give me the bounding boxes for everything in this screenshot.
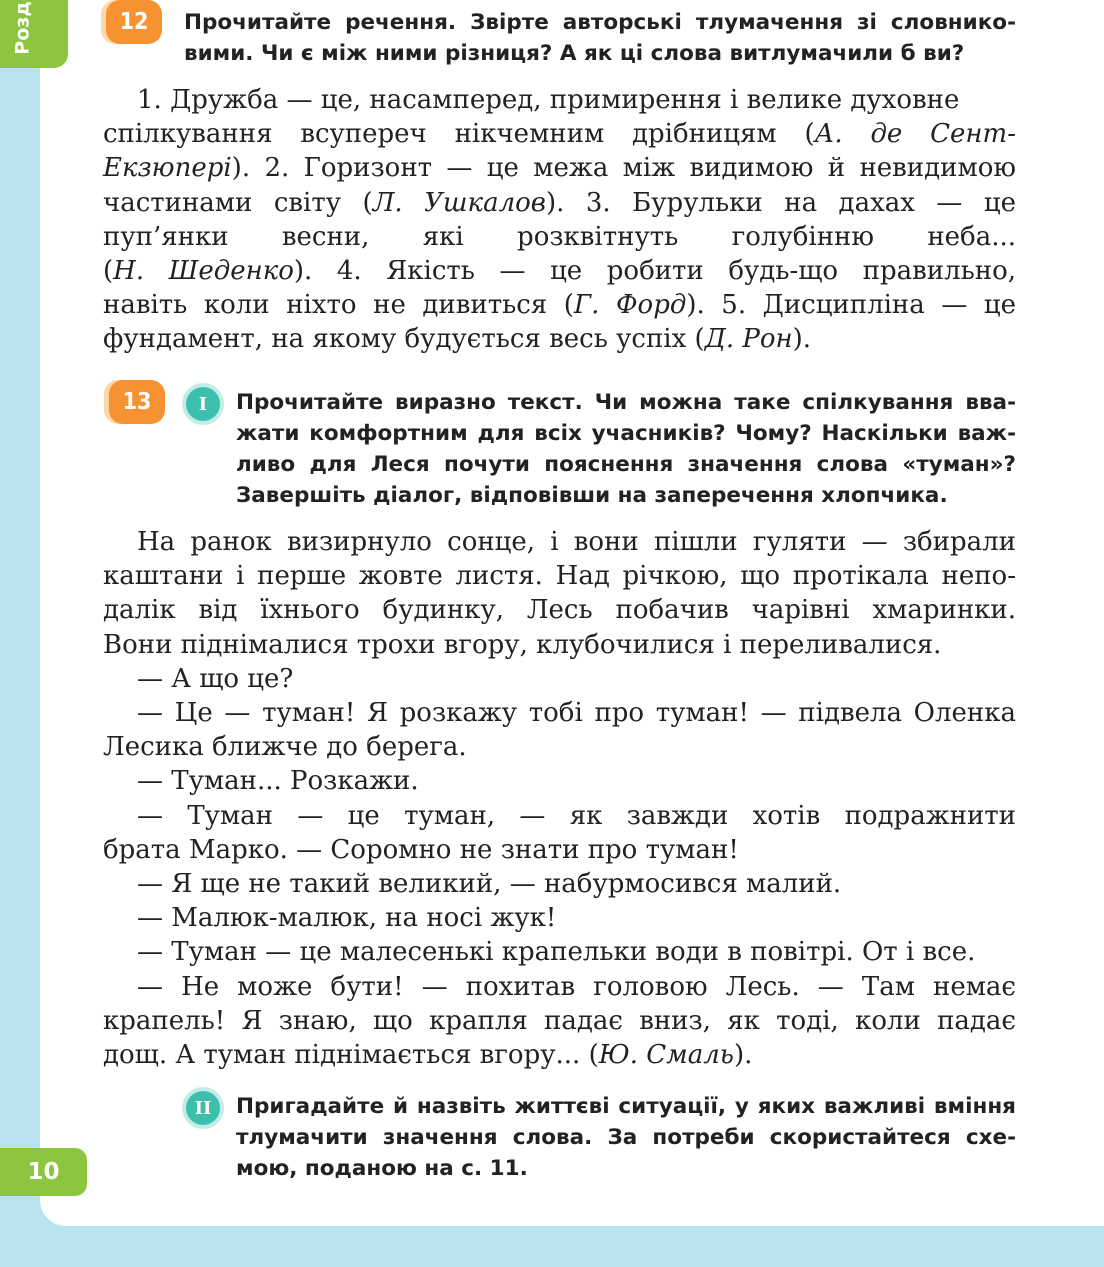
author-name: Л. Ушкалов — [372, 187, 546, 218]
task-12-instruction — [184, 7, 1016, 69]
text-run: спілкування всупереч нікчемним дрібницям ( — [103, 119, 815, 150]
instruction-line: вими. Чи є між ними різниця? А як ці слова витлумачили б ви? — [184, 41, 965, 66]
author-name: Ю. Смаль — [598, 1040, 734, 1071]
text-line — [103, 696, 1016, 730]
text-run: ). 2. Горизонт — це межа між видимою й невидимою — [231, 153, 1016, 184]
text-run: крапель! Я знаю, що крапля падає вниз, як тоді, коли падає — [103, 1005, 1016, 1036]
text-line — [103, 83, 1016, 117]
text-run: — Туман — це туман, — як завжди хотів подражнити — [137, 800, 1016, 831]
author-name: Г. Форд — [573, 290, 687, 321]
author-name: Екзюпері — [103, 153, 232, 184]
text-run: Лесика ближче до берега. — [103, 732, 467, 763]
text-run: 1. Дружба — це, насамперед, примирення і велике духовне — [137, 85, 960, 115]
text-run: брата Марко. — Соромно не знати про туман! — [103, 834, 739, 865]
text-line — [103, 254, 1016, 288]
text-line — [103, 867, 1016, 901]
part-one-marker: I — [186, 387, 220, 421]
instruction-line: Завершіть діалог, відповівши на заперечення хлопчика. — [236, 483, 948, 508]
instruction-line: Прочитайте речення. Звірте авторські тлумачення зі словнико- — [184, 10, 1016, 35]
text-run: ). — [792, 324, 812, 355]
author-name: Н. Шеденко — [113, 256, 294, 287]
instruction-line: мою, поданою на с. 11. — [236, 1156, 528, 1181]
author-name: А. де Сент- — [814, 119, 1016, 150]
text-line — [103, 220, 1016, 254]
instruction-line: Прочитайте виразно текст. Чи можна таке спілкування вва- — [236, 390, 1016, 415]
text-run: дощ. А туман піднімається вгору... ( — [103, 1040, 599, 1071]
task-12-text — [103, 83, 1016, 357]
text-line — [103, 117, 1016, 151]
text-line — [103, 1004, 1016, 1038]
text-run: — Туман... Розкажи. — [137, 766, 419, 797]
text-line — [103, 730, 1016, 764]
text-line — [103, 1038, 1016, 1072]
text-line — [103, 833, 1016, 867]
text-line — [103, 186, 1016, 220]
part-two-marker: II — [186, 1091, 220, 1125]
task-13-part-1-instruction — [236, 387, 1016, 511]
text-run: навіть коли ніхто не дивиться ( — [103, 290, 574, 321]
text-line — [103, 628, 1016, 662]
instruction-line: тлумачити значення слова. За потреби скористайтеся схе- — [236, 1125, 1016, 1150]
text-run: пуп’янки весни, які розквітнуть голубінню неба... — [103, 221, 1016, 252]
instruction-line: ливо для Леся почути пояснення значення слова «туман»? — [236, 452, 1016, 477]
text-run: ). 5. Дисципліна — це — [686, 290, 1016, 321]
text-run: ). 4. Якість — це робити будь-що правильно, — [293, 256, 1016, 287]
author-name: Д. Рон — [704, 324, 793, 355]
text-run: — Малюк-малюк, на носі жук! — [137, 903, 557, 934]
text-run: частинами світу ( — [103, 187, 373, 218]
section-tab-label: Розд — [12, 1, 34, 55]
task-13-story-text — [103, 525, 1016, 1072]
text-line — [103, 970, 1016, 1004]
text-run: фундамент, на якому будується весь успіх ( — [103, 324, 705, 355]
text-run: далік від їхнього будинку, Лесь побачив чарівні хмаринки. — [103, 595, 1016, 626]
text-run: Вони піднімалися трохи вгору, клубочилися і переливалися. — [103, 629, 942, 660]
text-line — [103, 288, 1016, 322]
text-run: ). — [733, 1040, 753, 1071]
text-line — [103, 593, 1016, 627]
text-line — [103, 935, 1016, 969]
text-line — [103, 322, 1016, 356]
text-run: — А що це? — [137, 663, 294, 694]
text-run: ( — [103, 256, 114, 287]
task-13-part-2-instruction — [236, 1091, 1016, 1184]
text-line — [103, 525, 1016, 559]
text-line — [103, 799, 1016, 833]
text-run: — Не може бути! — похитав головою Лесь. — Там немає — [137, 971, 1016, 1002]
instruction-line: Пригадайте й назвіть життєві ситуації, у яких важливі вміння — [236, 1094, 1016, 1119]
section-tab — [0, 0, 68, 68]
task-number-badge: 12 — [106, 0, 162, 44]
text-run: каштани і перше жовте листя. Над річкою, що протікала непо- — [103, 561, 1016, 592]
page-number: 10 — [0, 1148, 87, 1196]
text-run: — Я ще не такий великий, — набурмосився малий. — [137, 869, 842, 900]
text-run: — Це — туман! Я розкажу тобі про туман! — підвела Оленка — [137, 698, 1016, 729]
task-number-badge: 13 — [109, 380, 165, 424]
text-run: — Туман — це малесенькі крапельки води в повітрі. От і все. — [137, 937, 976, 968]
text-run: ). 3. Бурульки на дахах — це — [545, 187, 1016, 218]
text-line — [103, 662, 1016, 696]
text-line — [103, 901, 1016, 935]
text-line — [103, 559, 1016, 593]
text-line — [103, 151, 1016, 185]
instruction-line: жати комфортним для всіх учасників? Чому? Наскільки важ- — [236, 421, 1016, 446]
text-run: На ранок визирнуло сонце, і вони пішли гуляти — збирали — [137, 527, 1016, 557]
text-line — [103, 764, 1016, 798]
